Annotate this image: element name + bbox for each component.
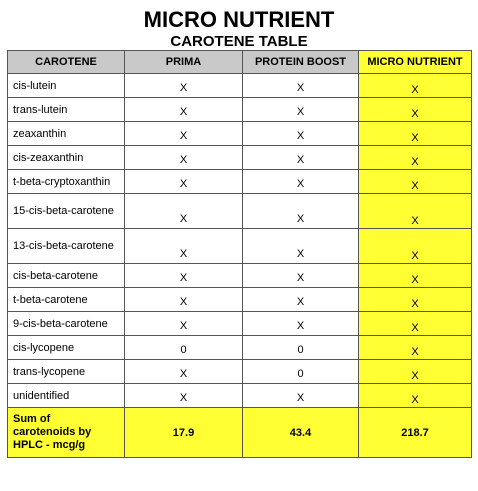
sum-label-line: carotenoids by bbox=[13, 426, 92, 438]
micro-nutrient-value-cell: X bbox=[359, 146, 472, 170]
table-row bbox=[8, 98, 472, 122]
prima-value-cell: X bbox=[125, 384, 243, 408]
table-body bbox=[8, 74, 472, 458]
micro-nutrient-value-cell: X bbox=[359, 98, 472, 122]
carotene-name-cell: cis-zeaxanthin bbox=[8, 146, 125, 170]
sum-label-line: HPLC - mcg/g bbox=[13, 439, 86, 451]
table-row bbox=[8, 229, 472, 264]
header-row bbox=[8, 51, 472, 74]
micro-nutrient-value-cell: X bbox=[359, 384, 472, 408]
sum-row bbox=[8, 408, 472, 458]
micro-nutrient-value-cell: X bbox=[359, 194, 472, 229]
protein-boost-value-cell: X bbox=[243, 312, 359, 336]
table-row bbox=[8, 312, 472, 336]
table-row bbox=[8, 288, 472, 312]
prima-value-cell: X bbox=[125, 194, 243, 229]
protein-boost-value-cell: X bbox=[243, 98, 359, 122]
micro-nutrient-value-cell: X bbox=[359, 312, 472, 336]
carotene-name-cell: cis-beta-carotene bbox=[8, 264, 125, 288]
carotene-name-cell: t-beta-cryptoxanthin bbox=[8, 170, 125, 194]
micro-nutrient-value-cell: X bbox=[359, 74, 472, 98]
prima-value-cell: X bbox=[125, 264, 243, 288]
prima-value-cell: X bbox=[125, 229, 243, 264]
sum-label-cell bbox=[8, 408, 125, 458]
micro-nutrient-value-cell: X bbox=[359, 122, 472, 146]
micro-nutrient-value-cell: X bbox=[359, 288, 472, 312]
column-header-micro-nutrient: MICRO NUTRIENT bbox=[359, 51, 472, 74]
prima-value-cell: X bbox=[125, 146, 243, 170]
carotene-name-cell: 9-cis-beta-carotene bbox=[8, 312, 125, 336]
table-row bbox=[8, 146, 472, 170]
micro-nutrient-value-cell: X bbox=[359, 264, 472, 288]
carotene-name-cell: cis-lutein bbox=[8, 74, 125, 98]
carotene-name-cell: trans-lutein bbox=[8, 98, 125, 122]
micro-nutrient-value-cell: X bbox=[359, 336, 472, 360]
carotene-name-cell: 15-cis-beta-carotene bbox=[8, 194, 125, 229]
carotene-name-cell: trans-lycopene bbox=[8, 360, 125, 384]
sum-prima-cell: 17.9 bbox=[125, 408, 243, 458]
column-header-prima: PRIMA bbox=[125, 51, 243, 74]
prima-value-cell: 0 bbox=[125, 336, 243, 360]
prima-value-cell: X bbox=[125, 288, 243, 312]
protein-boost-value-cell: 0 bbox=[243, 336, 359, 360]
carotene-name-cell: zeaxanthin bbox=[8, 122, 125, 146]
table-row bbox=[8, 170, 472, 194]
protein-boost-value-cell: X bbox=[243, 384, 359, 408]
prima-value-cell: X bbox=[125, 312, 243, 336]
column-header-carotene: CAROTENE bbox=[8, 51, 125, 74]
sum-micro-nutrient-cell: 218.7 bbox=[359, 408, 472, 458]
sum-protein-boost-cell: 43.4 bbox=[243, 408, 359, 458]
table-row bbox=[8, 336, 472, 360]
prima-value-cell: X bbox=[125, 360, 243, 384]
carotene-name-cell: unidentified bbox=[8, 384, 125, 408]
table-row bbox=[8, 360, 472, 384]
table-row bbox=[8, 384, 472, 408]
carotene-name-cell: cis-lycopene bbox=[8, 336, 125, 360]
carotene-name-cell: 13-cis-beta-carotene bbox=[8, 229, 125, 264]
page-title: MICRO NUTRIENT bbox=[143, 7, 335, 32]
protein-boost-value-cell: X bbox=[243, 264, 359, 288]
table-row bbox=[8, 122, 472, 146]
protein-boost-value-cell: X bbox=[243, 288, 359, 312]
protein-boost-value-cell: X bbox=[243, 146, 359, 170]
sum-label-line: Sum of bbox=[13, 413, 51, 425]
prima-value-cell: X bbox=[125, 170, 243, 194]
prima-value-cell: X bbox=[125, 98, 243, 122]
prima-value-cell: X bbox=[125, 74, 243, 98]
protein-boost-value-cell: X bbox=[243, 194, 359, 229]
protein-boost-value-cell: 0 bbox=[243, 360, 359, 384]
table-row bbox=[8, 194, 472, 229]
micro-nutrient-value-cell: X bbox=[359, 360, 472, 384]
carotene-name-cell: t-beta-carotene bbox=[8, 288, 125, 312]
protein-boost-value-cell: X bbox=[243, 74, 359, 98]
column-header-protein-boost: PROTEIN BOOST bbox=[243, 51, 359, 74]
protein-boost-value-cell: X bbox=[243, 122, 359, 146]
protein-boost-value-cell: X bbox=[243, 170, 359, 194]
prima-value-cell: X bbox=[125, 122, 243, 146]
protein-boost-value-cell: X bbox=[243, 229, 359, 264]
micro-nutrient-value-cell: X bbox=[359, 229, 472, 264]
micro-nutrient-value-cell: X bbox=[359, 170, 472, 194]
table-row bbox=[8, 74, 472, 98]
page-subtitle: CAROTENE TABLE bbox=[170, 33, 308, 50]
table-row bbox=[8, 264, 472, 288]
carotene-table bbox=[7, 50, 472, 458]
